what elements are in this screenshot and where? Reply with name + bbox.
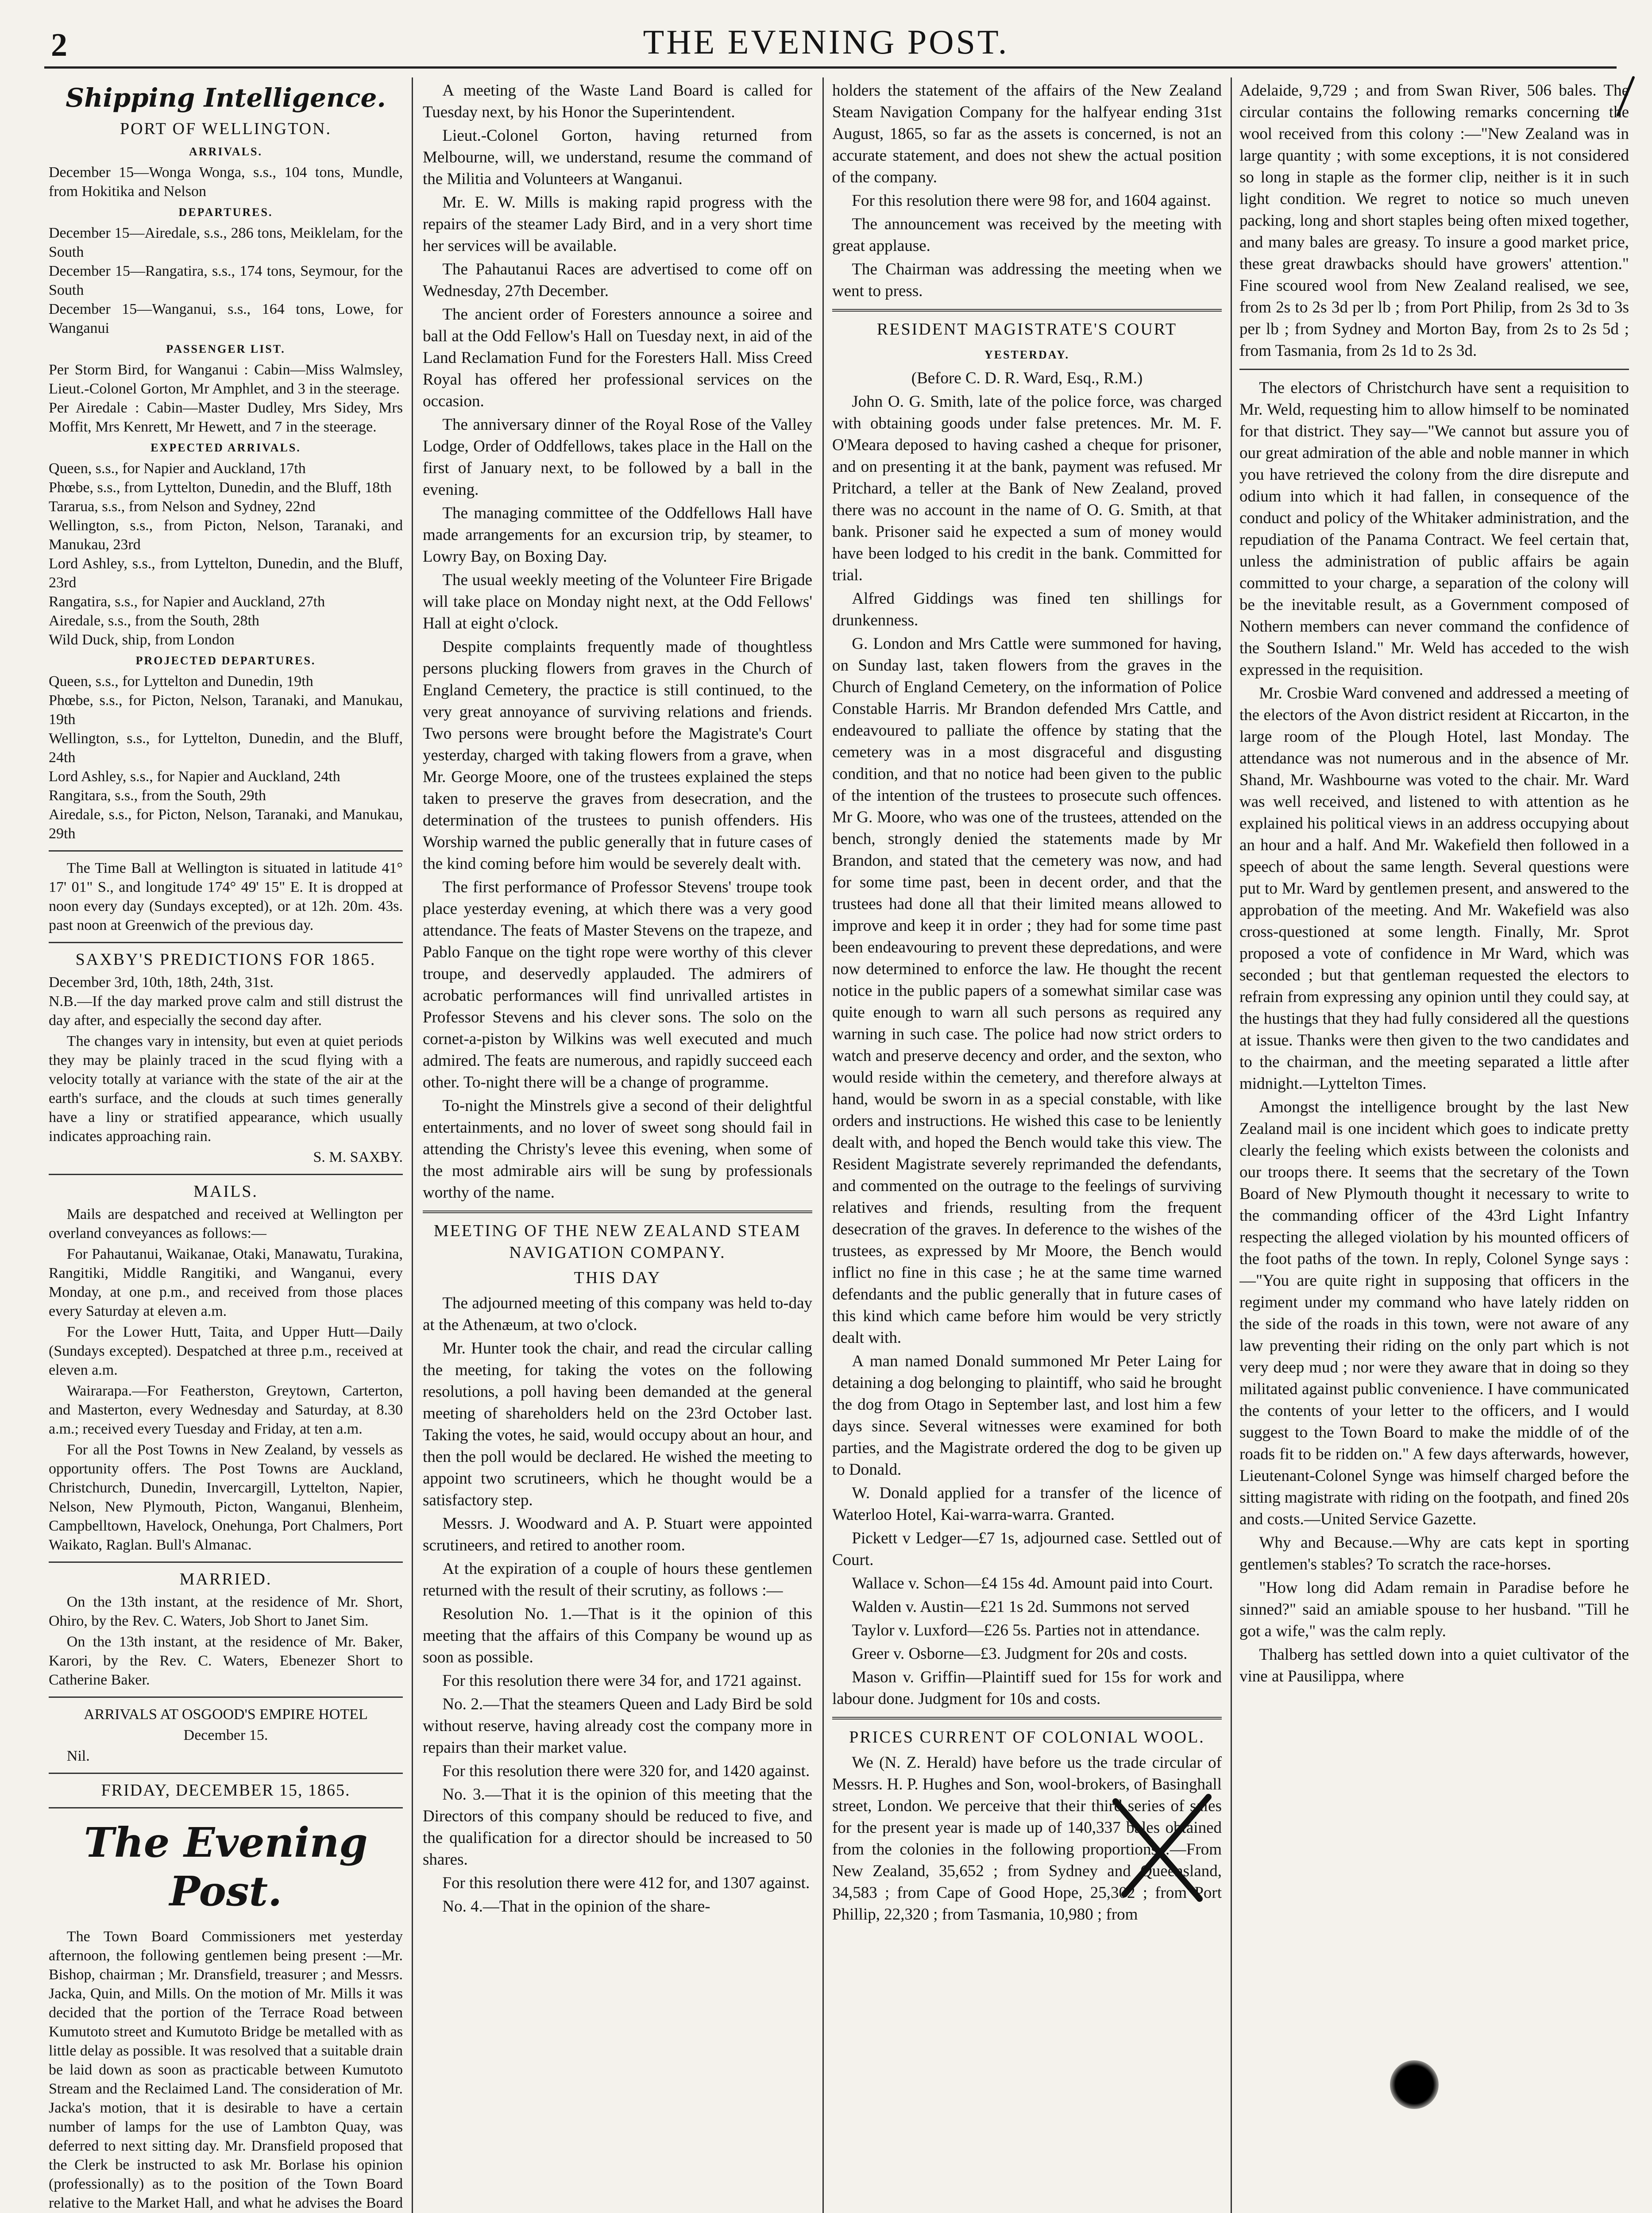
- meeting-paragraph: No. 4.—That in the opinion of the share-: [442, 1897, 710, 1916]
- arrivals-heading: ARRIVALS.: [189, 145, 262, 158]
- arrivals-list: December 15—Wonga Wonga, s.s., 104 tons, Mundle, from Hokitika and Nelson: [49, 164, 403, 200]
- news-paragraph: The ancient order of Foresters announce a soiree and ball at the Odd Fellow's Hall on Tuesday next, in aid of the Land Reclamation Fund for the Foresters Hall. Miss Creed Royal has offered her professional services on the occasion.: [423, 305, 812, 410]
- news-paragraph: The electors of Christchurch have sent a requisition to Mr. Weld, requesting him to allow himself to be nominated for that district. They say—"We cannot but assure you of our great admiration of the able and noble manner in which you have retrieved the colony from the dire disrepute and odium into which it had fallen, in consequence of the conduct and policy of the Whitaker administration, and the repudiation of the Panama Contract. We feel certain that, unless the administration of public affairs be again committed to your charge, a separation of the colony will be the inevitable result, as a Government composed of Nothern members can never command the confidence of the Southern Island." Mr. Weld has acceded to the wish expressed in the requisition.: [1239, 379, 1629, 679]
- married-heading: MARRIED.: [179, 1570, 272, 1588]
- meeting-paragraph: For this resolution there were 98 for, and 1604 against.: [852, 192, 1211, 210]
- meeting-paragraph: For this resolution there were 34 for, and 1721 against.: [442, 1672, 802, 1690]
- saxby-heading: SAXBY'S PREDICTIONS FOR 1865.: [75, 950, 376, 969]
- rule: [49, 1807, 403, 1808]
- court-subheading: YESTERDAY.: [984, 348, 1070, 361]
- osgood-heading: ARRIVALS AT OSGOOD'S EMPIRE HOTEL: [84, 1706, 368, 1723]
- meeting-paragraph: Mr. Hunter took the chair, and read the circular calling the meeting, for taking the votes on the following resolutions, a poll having been demanded at the general meeting of shareholders held on the 23rd October last. Taking the votes, he said, would occupy about an hour, and then the poll would be declared. He wished the meeting to appoint two scrutineers, which he thought would be a satisfactory step.: [423, 1339, 812, 1509]
- shipping-title: Shipping Intelligence.: [66, 83, 386, 113]
- rule: [49, 1561, 403, 1563]
- osgood-nil: Nil.: [66, 1748, 90, 1764]
- news-paragraph: Mr. E. W. Mills is making rapid progress with the repairs of the steamer Lady Bird, and in a very short time her services will be available.: [423, 193, 812, 255]
- court-case: Alfred Giddings was fined ten shillings for drunkenness.: [832, 590, 1222, 629]
- prices-heading: PRICES CURRENT OF COLONIAL WOOL.: [849, 1728, 1205, 1746]
- court-case: A man named Donald summoned Mr Peter Laing for detaining a dog belonging to plaintiff, who said he brought the dog from Otago in September last, and lost him a few days since. Several witnesses were examined for both parties, and the Magistrate ordered the dog to be given up to Donald.: [832, 1352, 1222, 1479]
- column-divider: [412, 77, 413, 2213]
- rule: [49, 1773, 403, 1774]
- rule: [1239, 369, 1629, 370]
- rule: [49, 942, 403, 943]
- page-header: [0, 0, 1652, 66]
- expected-heading: EXPECTED ARRIVALS.: [151, 441, 301, 454]
- court-case: Taylor v. Luxford—£26 5s. Parties not in attendance.: [852, 1621, 1200, 1639]
- rule: [49, 1174, 403, 1175]
- pencil-mark: [1098, 1788, 1239, 1912]
- meeting-paragraph: No. 2.—That the steamers Queen and Lady Bird be sold without reserve, having already cost the company more in repairs than their market value.: [423, 1695, 812, 1757]
- court-case: Wallace v. Schon—£4 15s 4d. Amount paid into Court.: [852, 1574, 1213, 1592]
- meeting-paragraph: For this resolution there were 412 for, and 1307 against.: [442, 1874, 810, 1892]
- news-paragraph: Mr. Crosbie Ward convened and addressed a meeting of the electors of the Avon district resident at Riccarton, in the large room of the Plough Hotel, last Monday. The attendance was not numerous and in the absence of Mr. Shand, Mr. Washbourne was voted to the chair. Mr. Ward was well received, and listened to with attention as he explained his political views in an address occupying about an hour and a half. And Mr. Wakefield then followed in a speech of about the same length. Several questions were put to Mr. Ward by gentlemen present, and answered to the approbation of the meeting. And Mr. Wakefield was also cross-questioned at some length. Finally, Mr. Sprot proposed a vote of confidence in Mr Ward, which was seconded ; but that gentleman requested the electors to refrain from expressing any opinion until they could say, at the hustings that they had fully considered all the questions at issue. Thanks were then given to the two candidates and to the chairman, and the meeting separated a little after midnight.—Lyttelton Times.: [1239, 684, 1629, 1093]
- port-heading: PORT OF WELLINGTON.: [120, 120, 332, 138]
- court-case: Greer v. Osborne—£3. Judgment for 20s and costs.: [852, 1645, 1188, 1663]
- news-paragraph: The anniversary dinner of the Royal Rose of the Valley Lodge, Order of Oddfellows, takes place in the Hall on the first of January next, to be followed by a ball in the evening.: [423, 416, 812, 499]
- passenger-list: Per Storm Bird, for Wanganui : Cabin—Miss Walmsley, Lieut.-Colonel Gorton, Mr Amphlet, and 3 in the steerage. Per Airedale : Cabin—Master Dudley, Mrs Sidey, Mrs Moffit, Mrs Kenrett, Mr Hewett, and 7 in the steerage.: [49, 362, 403, 435]
- news-paragraph: Why and Because.—Why are cats kept in sporting gentlemen's stables? To scratch the race-horses.: [1239, 1534, 1629, 1573]
- court-case: W. Donald applied for a transfer of the licence of Waterloo Hotel, Kai-warra-warra. Granted.: [832, 1484, 1222, 1524]
- column-1: [49, 80, 403, 2213]
- mails-para: For Pahautanui, Waikanae, Otaki, Manawatu, Turakina, Rangitiki, Middle Rangitiki, and Wanganui, every Monday, at one p.m., and received from those places every Saturday at eleven a.m.: [49, 1246, 403, 1319]
- paper-title: The Evening Post.: [84, 1819, 368, 1915]
- court-bench: (Before C. D. R. Ward, Esq., R.M.): [911, 369, 1143, 387]
- meeting-heading: MEETING OF THE NEW ZEALAND STEAM NAVIGATION COMPANY.: [433, 1222, 802, 1262]
- saxby-body: The changes vary in intensity, but even at quiet periods they may be plainly traced in the scud flying with a velocity totally at variance with the state of the air at the earth's surface, and the clouds at such times generally have a liny or stratified appearance, which usually indicates approaching rain.: [49, 1033, 403, 1145]
- news-paragraph: To-night the Minstrels give a second of their delightful entertainments, and no lover of sweet song should fail in attending the Christy's levee this evening, when some of the most admirable airs will be sung by professionals worthy of the name.: [423, 1097, 812, 1202]
- saxby-signature: S. M. SAXBY.: [313, 1149, 403, 1165]
- header-rule: [44, 66, 1617, 69]
- projected-heading: PROJECTED DEPARTURES.: [135, 654, 316, 667]
- prices-paragraph: Adelaide, 9,729 ; and from Swan River, 506 bales. The circular contains the following remarks concerning the wool received from this colony :—"New Zealand was in large quantity ; with some exceptions, it is not considered so long in staple as the former clip, neither is it in such light condition. We regret to notice so much uneven packing, long and short staples being often mixed together, and many bales are greasy. To insure a good market price, these great drawbacks should have growers' attention." Fine scoured wool from New Zealand realised, we see, from 2s to 2s 3d per lb ; from Port Philip, from 2s 3d to 3s per lb ; from Sydney and Morton Bay, from 2s to 2s 5d ; from Tasmania, from 2s 1d to 2s 3d.: [1239, 81, 1629, 360]
- departures-heading: DEPARTURES.: [178, 206, 273, 219]
- married-notice: On the 13th instant, at the residence of Mr. Baker, Karori, by the Rev. C. Waters, Ebenezer Short to Catherine Baker.: [49, 1634, 403, 1688]
- news-paragraph: A meeting of the Waste Land Board is called for Tuesday next, by his Honor the Superintendent.: [423, 81, 812, 121]
- mails-para: For all the Post Towns in New Zealand, by vessels as opportunity offers. The Post Towns are Auckland, Christchurch, Dunedin, Invercargill, Lyttelton, Napier, Nelson, New Plymouth, Picton, Wanganui, Blenheim, Campbelltown, Havelock, Onehunga, Port Chalmers, Port Waikato, Raglan. Bull's Almanac.: [49, 1442, 403, 1553]
- mails-para: For the Lower Hutt, Taita, and Upper Hutt—Daily (Sundays excepted). Despatched at three p.m., received at eleven a.m.: [49, 1324, 403, 1378]
- news-paragraph: The usual weekly meeting of the Volunteer Fire Brigade will take place on Monday night next, at the Odd Fellows' Hall at eight o'clock.: [423, 571, 812, 632]
- page-number: 2: [51, 27, 67, 63]
- mails-intro: Mails are despatched and received at Wellington per overland conveyances as follows:—: [49, 1206, 403, 1241]
- news-paragraph: Thalberg has settled down into a quiet cultivator of the vine at Pausilippa, where: [1239, 1646, 1629, 1685]
- rule: [49, 1696, 403, 1698]
- meeting-paragraph: The Chairman was addressing the meeting when we went to press.: [832, 260, 1222, 300]
- meeting-paragraph: Messrs. J. Woodward and A. P. Stuart were appointed scrutineers, and retired to another room.: [423, 1515, 812, 1554]
- column-2: [423, 80, 812, 2213]
- meeting-paragraph: Resolution No. 1.—That is it the opinion of this meeting that the affairs of this Company be wound up as soon as possible.: [423, 1605, 812, 1666]
- news-paragraph: The first performance of Professor Stevens' troupe took place yesterday evening, at which there was a very good attendance. The feats of Master Stevens on the trapeze, and Pablo Fanque on the tight rope were worthy of this clever troupe, and deservedly applauded. The admirers of acrobatic performances will find unrivalled artistes in Professor Stevens and his clever sons. The solo on the cornet-a-piston by Wilkins was well executed and much admired. The feats are numerous, and rapidly succeed each other. To-night there will be a change of programme.: [423, 878, 812, 1091]
- meeting-paragraph: The adjourned meeting of this company was held to-day at the Athenæum, at two o'clock.: [423, 1294, 812, 1334]
- court-case: G. London and Mrs Cattle were summoned for having, on Sunday last, taken flowers from the graves in the Church of England Cemetery, on the information of Police Constable Harris. Mr Brandon defended Mrs Cattle, and endeavoured to palliate the offence by stating that the cemetery was in a most disgraceful and disgusting condition, and that no notice had been given to the public of the intention of the trustees to prosecute such offences. Mr G. Moore, who was one of the trustees, attended on the bench, strongly denied the statements made by Mr Brandon, and stated that the cemetery was now, and had for some time past, been in decent order, and that the trustees had done all that their limited means allowed to improve and keep it in order ; they had for some time past been endeavouring to prevent these depredations, and were now determined to enforce the law. He thought the recent notice in the public papers of a somewhat similar case was quite enough to warn all such persons as required any warning in such case. The police had now strict orders to watch and preserve decency and order, and the sexton, who would reside within the cemetery, and therefore always at hand, would be sworn in as a special constable, with like orders and instructions. He wished this case to be leniently dealt with, and hoped the Bench would take this view. The Resident Magistrate severely reprimanded the defendants, and commented on the outrage to the feelings of surviving relatives and friends, resulting from the frequent desecration of the graves. In deference to the wishes of the trustees, as expressed by Mr Moore, the Bench would inflict no fine in this case ; he at the same time warned defendants and the public generally that in future cases of this kind which came before him would be very strictly dealt with.: [832, 635, 1222, 1347]
- osgood-date: December 15.: [183, 1727, 268, 1743]
- section-rule: [832, 309, 1222, 312]
- news-paragraph: Amongst the intelligence brought by the last New Zealand mail is one incident which goes to indicate pretty clearly the feeling which exists between the colonists and our troops there. It seems that the secretary of the Town Board of New Plymouth thought it necessary to write to the commanding officer of the 43rd Light Infantry respecting the alleged violation by his mounted officers of the foot paths of the town. In reply, Colonel Synge says :—"You are quite right in supposing that officers in the regiment under my command who have lately ridden on the side of the roads in this town, were not aware of any law preventing their riding on the only part which is not very deep mud ; nor were they aware that in doing so they militated against public convenience. I have communicated the contents of your letter to the officers, and I would suggest to the Town Board to make the middle of of the roads fit to be ridden on." A few days afterwards, however, Lieutenant-Colonel Synge was himself charged before the sitting magistrate with riding on the footpath, and fined 20s and costs.—United Service Gazette.: [1239, 1098, 1629, 1528]
- projected-list: Queen, s.s., for Lyttelton and Dunedin, 19th Phœbe, s.s., for Picton, Nelson, Taranaki, and Manukau, 19th Wellington, s.s., for Lyttelton, Dunedin, and the Bluff, 24th Lord Ashley, s.s., for Napier and Auckland, 24th Rangitara, s.s., from the South, 29th Airedale, s.s., for Picton, Nelson, Taranaki, and Manukau, 29th: [49, 673, 403, 842]
- departures-list: December 15—Airedale, s.s., 286 tons, Meiklelam, for the South December 15—Rangatira, s.s., 174 tons, Seymour, for the South December 15—Wanganui, s.s., 164 tons, Lowe, for Wanganui: [49, 225, 403, 336]
- column-4: [1239, 80, 1629, 2213]
- masthead: THE EVENING POST.: [643, 23, 1009, 61]
- leader-article: The Town Board Commissioners met yesterday afternoon, the following gentlemen being present :—Mr. Bishop, chairman ; Mr. Dransfield, treasurer ; and Messrs. Jacka, Quin, and Mills. On the motion of Mr. Mills it was decided that the portion of the Terrace Road between Kumutoto street and Kumutoto Bridge be metalled with as little delay as possible. It was resolved that a suitable drain be laid down as soon as practicable between Kumutoto Stream and the Reclaimed Land. The consideration of Mr. Jacka's motion, that it is desirable to have a certain number of lamps for the use of Lambton Quay, was deferred to next sitting day. Mr. Dransfield proposed that the Clerk be instructed to ask Mr. Borlase his opinion (professionally) as to the position of the Town Board relative to the Market Hall, and what he advises the Board: [49, 1928, 403, 2211]
- court-heading: RESIDENT MAGISTRATE'S COURT: [876, 320, 1177, 339]
- ink-blot: [1390, 2060, 1439, 2109]
- news-paragraph: Despite complaints frequently made of thoughtless persons plucking flowers from graves in the Church of England Cemetery, the practice is still continued, to the very great annoyance of surviving relations and friends. Two persons were brought before the Magistrate's Court yesterday, charged with taking flowers from a grave, when Mr. George Moore, one of the trustees explained the steps taken to preserve the graves from desecration, and the determination of the trustees to punish offenders. His Worship warned the public generally that in future cases of the kind coming before him would be severely dealt with.: [423, 638, 812, 873]
- section-rule: [423, 1211, 812, 1213]
- court-case: John O. G. Smith, late of the police force, was charged with obtaining goods under false pretences. Mr. M. F. O'Meara deposed to having cashed a cheque for prisoner, and on presenting it at the bank, payment was refused. Mr Pritchard, a teller at the Bank of New Zealand, proved there was no account in the name of O. G. Smith, at that bank. Prisoner said he expected a sum of money would have been lodged to his credit in the bank. Committed for trial.: [832, 393, 1222, 584]
- mails-heading: MAILS.: [193, 1182, 258, 1201]
- news-paragraph: Lieut.-Colonel Gorton, having returned from Melbourne, will, we understand, resume the command of the Militia and Volunteers at Wanganui.: [423, 127, 812, 188]
- prices-paragraph: We (N. Z. Herald) have before us the trade circular of Messrs. H. P. Hughes and Son, wool-brokers, of Basinghall street, London. We perceive that their third series of sales for the present year is made up of 140,337 bales obtained from the colonies in the following proportions :—From New Zealand, 35,652 ; from Sydney and Queensland, 34,583 ; from Cape of Good Hope, 25,302 ; from Port Phillip, 22,320 ; from Tasmania, 10,980 ; from: [832, 1754, 1222, 1924]
- news-paragraph: "How long did Adam remain in Paradise before he sinned?" said an amiable spouse to her husband. "Till he got a wife," was the calm reply.: [1239, 1579, 1629, 1640]
- expected-list: Queen, s.s., for Napier and Auckland, 17th Phœbe, s.s., from Lyttelton, Dunedin, and the Bluff, 18th Tararua, s.s., from Nelson and Sydney, 22nd Wellington, s.s., from Picton, Nelson, Taranaki, and Manukau, 23rd Lord Ashley, s.s., from Lyttelton, Dunedin, and the Bluff, 23rd Rangatira, s.s., for Napier and Auckland, 27th Airedale, s.s., from the South, 28th Wild Duck, ship, from London: [49, 460, 403, 648]
- section-rule: [832, 1717, 1222, 1720]
- meeting-paragraph: No. 3.—That it is the opinion of this meeting that the Directors of this company should be reduced to five, and the qualification for a director should be increased to 50 shares.: [423, 1785, 812, 1869]
- meeting-paragraph: holders the statement of the affairs of the New Zealand Steam Navigation Company for the halfyear ending 31st August, 1865, so far as the assets is concerned, is not an accurate statement, and does not shew the actual position of the company.: [832, 81, 1222, 186]
- meeting-paragraph: For this resolution there were 320 for, and 1420 against.: [442, 1762, 810, 1780]
- issue-dateline: FRIDAY, DECEMBER 15, 1865.: [101, 1781, 351, 1800]
- meeting-paragraph: The announcement was received by the meeting with great applause.: [832, 215, 1222, 255]
- meeting-paragraph: At the expiration of a couple of hours these gentlemen returned with the result of their scrutiny, as follows :—: [423, 1560, 812, 1600]
- court-case: Walden v. Austin—£21 1s 2d. Summons not served: [852, 1598, 1189, 1616]
- meeting-subheading: THIS DAY: [574, 1268, 661, 1287]
- rule: [49, 850, 403, 852]
- saxby-dates: December 3rd, 10th, 18th, 24th, 31st. N.B.—If the day marked prove calm and still distrust the day after, and especially the second day after.: [49, 974, 403, 1029]
- passenger-heading: PASSENGER LIST.: [166, 343, 286, 355]
- time-ball-notice: The Time Ball at Wellington is situated in latitude 41° 17' 01" S., and longitude 174° 49' 15" E. It is dropped at noon every day (Sundays excepted), or at 12h. 20m. 43s. past noon at Greenwich of the previous day.: [49, 860, 403, 933]
- column-divider: [822, 77, 824, 2213]
- married-notice: On the 13th instant, at the residence of Mr. Short, Ohiro, by the Rev. C. Waters, Job Short to Janet Sim.: [49, 1594, 403, 1629]
- news-paragraph: The managing committee of the Oddfellows Hall have made arrangements for an excursion trip, by steamer, to Lowry Bay, on Boxing Day.: [423, 504, 812, 566]
- court-case: Pickett v Ledger—£7 1s, adjourned case. Settled out of Court.: [832, 1529, 1222, 1569]
- court-case: Mason v. Griffin—Plaintiff sued for 15s for work and labour done. Judgment for 10s and costs.: [832, 1668, 1222, 1708]
- news-paragraph: The Pahautanui Races are advertised to come off on Wednesday, 27th December.: [423, 260, 812, 300]
- pencil-mark: [1611, 75, 1638, 120]
- mails-para: Wairarapa.—For Featherston, Greytown, Carterton, and Masterton, every Wednesday and Saturday, at 8.30 a.m.; received every Tuesday and Friday, at ten a.m.: [49, 1383, 403, 1437]
